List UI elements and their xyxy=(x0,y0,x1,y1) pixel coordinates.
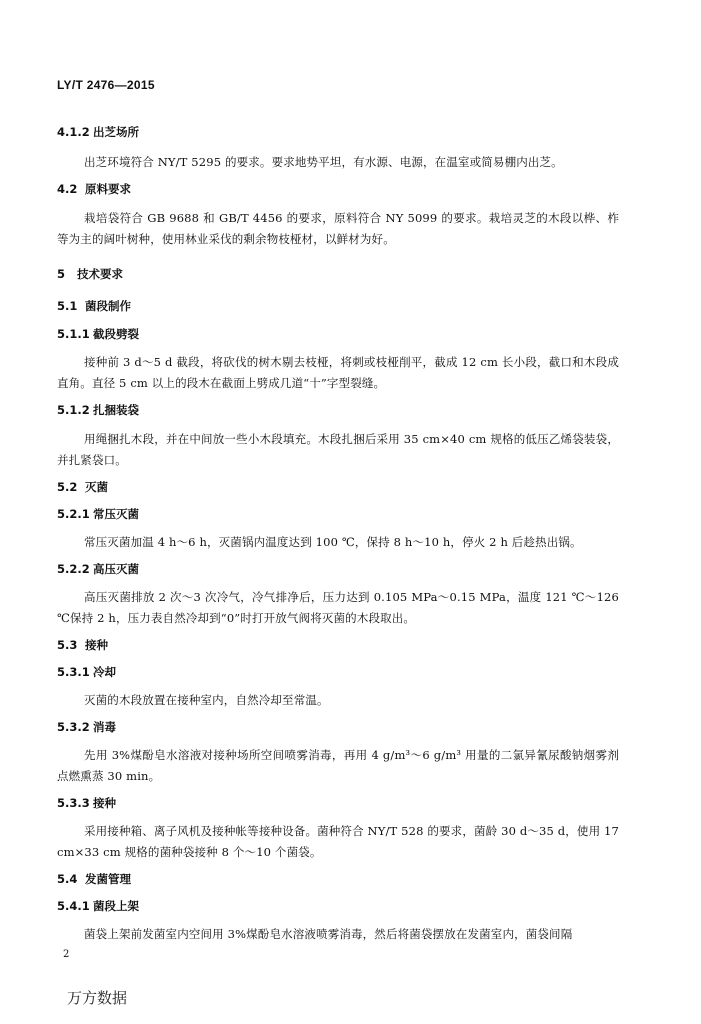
standard-number: LY/T 2476—2015 xyxy=(57,78,155,92)
heading-5-3-2 xyxy=(57,719,116,735)
heading-5-1-2 xyxy=(57,402,139,418)
paragraph-5-4-1: 菌袋上架前发菌室内空间用 3%煤酚皂水溶液喷雾消毒，然后将菌袋摆放在发菌室内，菌袋间隔 xyxy=(84,927,573,941)
heading-4-2 xyxy=(57,181,131,197)
section-number: 5.2.2 xyxy=(57,562,90,576)
page-number: 2 xyxy=(63,949,70,960)
heading-5-2-2 xyxy=(57,561,139,577)
section-number: 5.4.1 xyxy=(57,899,90,913)
paragraph-5-2-1: 常压灭菌加温 4 h～6 h，灭菌锅内温度达到 100 ℃，保持 8 h～10 h，停火 2 h 后趁热出锅。 xyxy=(84,535,582,549)
section-title: 高压灭菌 xyxy=(93,562,139,576)
heading-5-3-3 xyxy=(57,795,116,811)
section-number: 5.1.1 xyxy=(57,327,90,341)
section-title: 灭菌 xyxy=(85,480,108,494)
paragraph-5-1-1: 接种前 3 d～5 d 截段，将砍伐的树木剔去枝桠，将刺或枝桠削平，截成 12 cm 长小段，截口和木段成直角。直径 5 cm 以上的段木在截面上劈成几道“十”字型裂缝。 xyxy=(57,355,619,390)
heading-5-2 xyxy=(57,479,108,495)
section-title: 菌段制作 xyxy=(85,299,131,313)
section-number: 4.2 xyxy=(57,182,78,196)
heading-5-2-1 xyxy=(57,506,139,522)
section-title: 消毒 xyxy=(93,720,116,734)
section-number: 5.2.1 xyxy=(57,507,90,521)
paragraph-5-2-2: 高压灭菌排放 2 次～3 次冷气，冷气排净后，压力达到 0.105 MPa～0.15 MPa，温度 121 ℃～126 ℃保持 2 h，压力表自然冷却到“0”时打开放气阀将灭菌的木段取出。 xyxy=(57,590,619,625)
paragraph-4-2: 栽培袋符合 GB 9688 和 GB/T 4456 的要求，原料符合 NY 5099 的要求。栽培灵芝的木段以桦、柞等为主的阔叶树种，使用林业采伐的剩余物枝桠材，以鲜材为好。 xyxy=(57,211,619,246)
section-title: 技术要求 xyxy=(77,267,123,281)
heading-5-3 xyxy=(57,637,108,653)
section-title: 常压灭菌 xyxy=(93,507,139,521)
section-number: 5.3.1 xyxy=(57,665,90,679)
section-title: 冷却 xyxy=(93,665,116,679)
section-number: 5.4 xyxy=(57,872,78,886)
paragraph-5-3-2: 先用 3%煤酚皂水溶液对接种场所空间喷雾消毒，再用 4 g/m³～6 g/m³ 用量的二氯异氰尿酸钠烟雾剂点燃熏蒸 30 min。 xyxy=(57,748,619,783)
section-title: 菌段上架 xyxy=(93,899,139,913)
section-number: 5.3 xyxy=(57,638,78,652)
heading-5 xyxy=(57,266,123,282)
section-number: 5.1.2 xyxy=(57,403,90,417)
paragraph-5-1-2: 用绳捆扎木段，并在中间放一些小木段填充。木段扎捆后采用 35 cm×40 cm 规格的低压乙烯袋装袋，并扎紧袋口。 xyxy=(57,432,619,467)
footer-watermark: 万方数据 xyxy=(67,989,128,1007)
section-title: 截段劈裂 xyxy=(93,327,139,341)
section-number: 5.2 xyxy=(57,480,78,494)
section-number: 5.1 xyxy=(57,299,78,313)
section-title: 原料要求 xyxy=(85,182,131,196)
heading-5-1-1 xyxy=(57,326,139,342)
heading-5-4 xyxy=(57,871,131,887)
heading-5-4-1 xyxy=(57,898,139,914)
section-title: 发菌管理 xyxy=(85,872,131,886)
heading-5-3-1 xyxy=(57,664,116,680)
section-number: 5.3.3 xyxy=(57,796,90,810)
heading-5-1 xyxy=(57,298,131,314)
section-number: 5 xyxy=(57,267,66,281)
section-title: 接种 xyxy=(85,638,108,652)
section-title: 扎捆装袋 xyxy=(93,403,139,417)
section-number: 5.3.2 xyxy=(57,720,90,734)
section-title: 出芝场所 xyxy=(93,125,139,139)
paragraph-5-3-1: 灭菌的木段放置在接种室内，自然冷却至常温。 xyxy=(84,693,329,707)
paragraph-4-1-2: 出芝环境符合 NY/T 5295 的要求。要求地势平坦，有水源、电源，在温室或简易棚内出芝。 xyxy=(84,155,563,169)
section-title: 接种 xyxy=(93,796,116,810)
heading-4-1-2 xyxy=(57,124,139,140)
section-number: 4.1.2 xyxy=(57,125,90,139)
paragraph-5-3-3: 采用接种箱、离子风机及接种帐等接种设备。菌种符合 NY/T 528 的要求，菌龄 30 d～35 d，使用 17 cm×33 cm 规格的菌种袋接种 8 个～10 个菌袋。 xyxy=(57,824,619,859)
